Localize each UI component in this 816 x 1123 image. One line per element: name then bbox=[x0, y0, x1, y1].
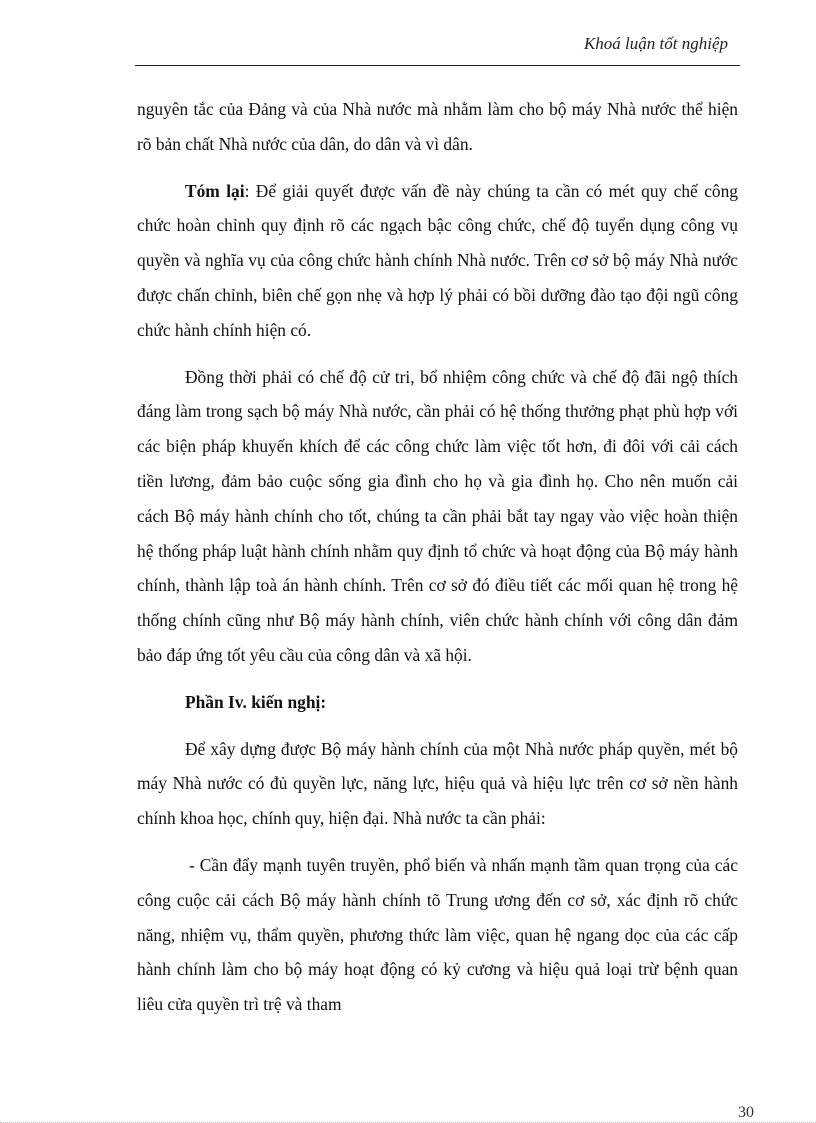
paragraph-recommendation-intro: Để xây dựng được Bộ máy hành chính của một Nhà nước pháp quyền, mét bộ máy Nhà nước có đủ quyền lực, năng lực, hiệu quả và hiệu lực trên cơ sở nền hành chính khoa học, chính quy, hiện đại. Nhà nước ta cần phải: bbox=[137, 738, 738, 829]
page-number: 30 bbox=[738, 1104, 754, 1121]
paragraph-recommendation-item: - Cần đẩy mạnh tuyên truyền, phổ biến và nhấn mạnh tầm quan trọng của các công cuộc cải cách Bộ máy hành chính tõ Trung ương đến cơ sở, xác định rõ chức năng, nhiệm vụ, thẩm quyền, phương thức làm việc, quan hệ ngang dọc của các cấp hành chính làm cho bộ máy hoạt động có kỷ cương và hiệu quả loại trừ bệnh quan liêu cửa quyền trì trệ và tham bbox=[137, 854, 738, 1015]
paragraph-summary bbox=[137, 174, 738, 348]
document-body bbox=[137, 92, 738, 1034]
paragraph-continuation: nguyên tắc của Đảng và của Nhà nước mà nhằm làm cho bộ máy Nhà nước thể hiện rõ bản chất Nhà nước của dân, do dân và vì dân. bbox=[137, 99, 738, 154]
summary-label: Tóm lại bbox=[185, 180, 245, 201]
summary-text: : Để giải quyết được vấn đề này chúng ta cần có mét quy chế công chức hoàn chỉnh quy định rõ các ngạch bậc công chức, chế độ tuyển dụng công vụ quyền và nghĩa vụ của công chức hành chính Nhà nước. Trên cơ sở bộ máy Nhà nước được chấn chỉnh, biên chế gọn nhẹ và hợp lý phải có bồi dưỡng đào tạo đội ngũ công chức hành chính hiện có. bbox=[137, 180, 738, 340]
section-heading: Phần Iv. kiến nghị: bbox=[185, 691, 327, 712]
paragraph-measures: Đồng thời phải có chế độ cử tri, bổ nhiệm công chức và chế độ đãi ngộ thích đáng làm trong sạch bộ máy Nhà nước, cần phải có hệ thống thưởng phạt phù hợp với các biện pháp khuyến khích để các công chức làm việc tốt hơn, đi đôi với cải cách tiền lương, đảm bảo cuộc sống gia đình cho họ và gia đình họ. Cho nên muốn cải cách Bộ máy hành chính cho tốt, chúng ta cần phải bắt tay ngay vào việc hoàn thiện hệ thống pháp luật hành chính nhằm quy định tổ chức và hoạt động của Bộ máy hành chính, thành lập toà án hành chính. Trên cơ sở đó điều tiết các mối quan hệ trong hệ thống chính cũng như Bộ máy hành chính, viên chức hành chính với công dân đảm bảo đáp ứng tốt yêu cầu của công dân và xã hội. bbox=[137, 366, 738, 665]
header-title: Khoá luận tốt nghiệp bbox=[583, 34, 728, 53]
page-header bbox=[135, 28, 740, 66]
